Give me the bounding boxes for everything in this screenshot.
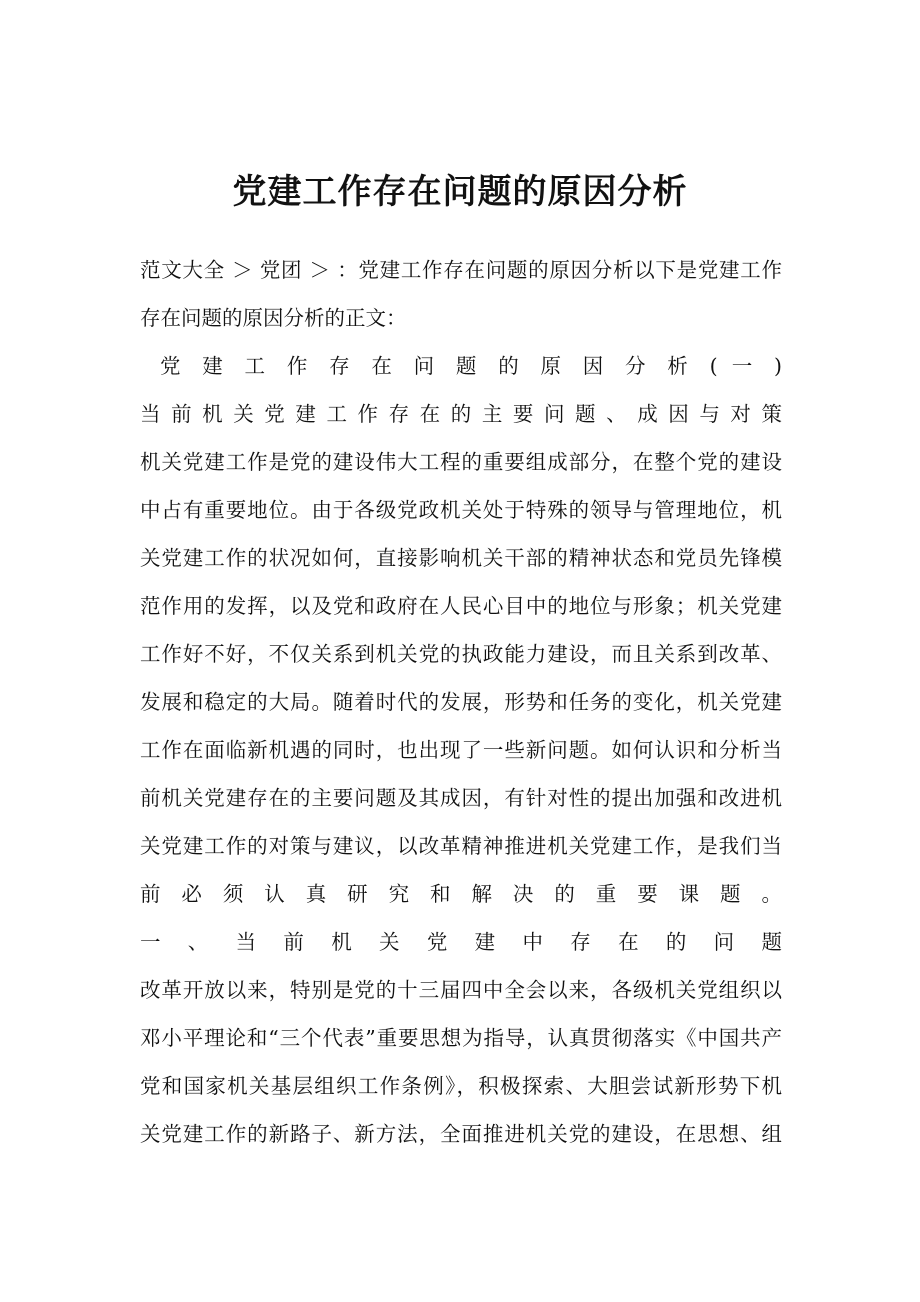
text-line: 当 前 机 关 党 建 工 作 存 在 的 主 要 问 题 、 成 因 与 对 策 [140,402,782,426]
text-line: 工作在面临新机遇的同时，也出现了一些新问题。如何认识和分析当 [140,738,782,762]
text-line: 前机关党建存在的主要问题及其成因，有针对性的提出加强和改进机 [140,786,782,810]
text-line: 关党建工作的状况如何，直接影响机关干部的精神状态和党员先锋模 [140,546,782,570]
text-line: 范作用的发挥，以及党和政府在人民心目中的地位与形象；机关党建 [140,594,782,618]
text-line: 范文大全 ＞ 党团 ＞ ：党建工作存在问题的原因分析以下是党建工作 [140,258,782,282]
text-line: 党 建 工 作 存 在 问 题 的 原 因 分 析 ( 一 ) [160,354,782,378]
text-line: 党和国家机关基层组织工作条例》，积极探索、大胆尝试新形势下机 [140,1074,782,1098]
text-line: 机关党建工作是党的建设伟大工程的重要组成部分，在整个党的建设 [140,450,782,474]
text-line: 一 、 当 前 机 关 党 建 中 存 在 的 问 题 [140,930,782,954]
text-line: 存在问题的原因分析的正文： [140,306,407,330]
text-line: 关党建工作的对策与建议，以改革精神推进机关党建工作，是我们当 [140,834,782,858]
text-line: 关党建工作的新路子、新方法，全面推进机关党的建设，在思想、组 [140,1122,782,1146]
document-title: 党建工作存在问题的原因分析 [232,172,688,212]
text-line: 邓小平理论和“三个代表”重要思想为指导，认真贯彻落实《中国共产 [140,1026,782,1050]
document-body [140,246,782,1158]
text-line: 发展和稳定的大局。随着时代的发展，形势和任务的变化，机关党建 [140,690,782,714]
text-line: 改革开放以来，特别是党的十三届四中全会以来，各级机关党组织以 [140,978,782,1002]
text-line: 前 必 须 认 真 研 究 和 解 决 的 重 要 课 题 。 [140,882,782,906]
text-line: 中占有重要地位。由于各级党政机关处于特殊的领导与管理地位，机 [140,498,782,522]
text-line: 工作好不好，不仅关系到机关党的执政能力建设，而且关系到改革、 [140,642,782,666]
